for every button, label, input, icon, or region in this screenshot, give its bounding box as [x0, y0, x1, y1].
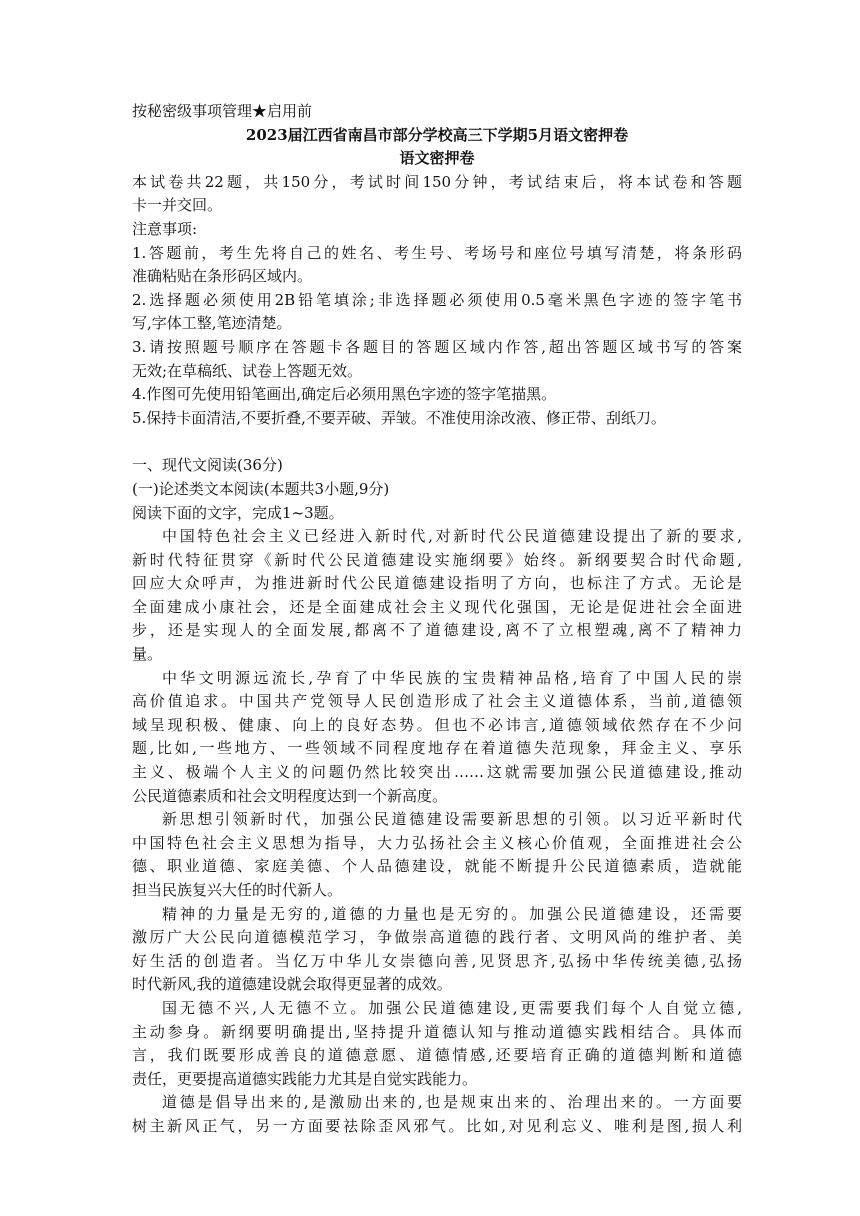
passage-line: 激厉广大公民向道德模范学习，争做崇高道德的践行者、文明风尚的维护者、美 — [132, 928, 742, 947]
exam-title: 2023届江西省南昌市部分学校高三下学期5月语文密押卷 — [245, 125, 629, 144]
passage-line: 时代新风,我的道德建设就会取得更显著的成效。 — [132, 975, 452, 994]
section-subtitle: (一)论述类文本阅读(本题共3小题,9分) — [132, 479, 390, 498]
passage-line: 题,比如,一些地方、一些领域不同程度地存在着道德失范现象，拜金主义、享乐 — [132, 739, 742, 758]
note-line: 3.请按照题号顺序在答题卡各题目的答题区域内作答,超出答题区域书写的答案 — [132, 337, 742, 356]
passage-line: 责任，更要提高道德实践能力尤其是自觉实践能力。 — [132, 1069, 478, 1088]
passage-line: 道德是倡导出来的,是激励出来的,也是规束出来的、治理出来的。一方面要 — [162, 1093, 742, 1112]
passage-line: 树主新风正气，另一方面要祛除歪风邪气。比如,对见利忘义、唯利是图,损人利 — [132, 1116, 742, 1135]
passage-line: 精神的力量是无穷的,道德的力量也是无穷的。加强公民道德建设，还需要 — [162, 904, 742, 923]
section-title: 一、现代文阅读(36分) — [132, 456, 283, 475]
intro-line: 卡一并交回。 — [132, 196, 223, 215]
passage-line: 主动参身。新纲要明确提出,坚持提升道德认知与推动道德实践相结合。具体而 — [132, 1022, 742, 1041]
passage-line: 德、职业道德、家庭美德、个人品德建设，就能不断提升公民道德素质，造就能 — [132, 857, 742, 876]
passage-line: 国无德不兴,人无德不立。加强公民道德建设,更需要我们每个人自觉立德, — [162, 998, 742, 1017]
exam-page — [132, 100, 742, 1139]
exam-subtitle: 语文密押卷 — [399, 149, 475, 168]
passage-line: 言，我们既要形成善良的道德意愿、道德情感,还要培育正确的道德判断和道德 — [132, 1046, 742, 1065]
note-line: 4.作图可先使用铅笔画出,确定后必须用黑色字迹的签字笔描黑。 — [132, 385, 557, 404]
passage-line: 全面建成小康社会，还是全面建成社会主义现代化强国，无论是促进社会全面进 — [132, 597, 742, 616]
notes-title: 注意事项: — [132, 219, 198, 238]
passage-line: 新时代特征贯穿《新时代公民道德建设实施纲要》始终。新纲要契合时代命题, — [132, 550, 742, 569]
section-instruction: 阅读下面的文字，完成1~3题。 — [132, 503, 344, 522]
note-line: 2.选择题必须使用2B铅笔填涂;非选择题必须使用0.5毫米黑色字迹的签字笔书 — [132, 290, 742, 309]
note-line: 写,字体工整,笔迹清楚。 — [132, 314, 292, 333]
passage-line: 高价值追求。中国共产党领导人民创造形成了社会主义道德体系，当前,道德领 — [132, 692, 742, 711]
passage-line: 好生活的创造者。当亿万中华儿女崇德向善,见贤思齐,弘扬中华传统美德,弘扬 — [132, 951, 742, 970]
passage-line: 中华文明源远流长,孕育了中华民族的宝贵精神品格,培育了中国人民的崇 — [162, 668, 742, 687]
passage-line: 主义、极端个人主义的问题仍然比较突出……这就需要加强公民道德建设,推动 — [132, 763, 742, 782]
passage-line: 域呈现积极、健康、向上的良好态势。但也不必讳言,道德领域依然存在不少问 — [132, 715, 742, 734]
passage-line: 公民道德素质和社会文明程度达到一个新高度。 — [132, 786, 448, 805]
passage-line: 新思想引领新时代，加强公民道德建设需要新思想的引领。以习近平新时代 — [162, 810, 742, 829]
note-line: 1.答题前，考生先将自己的姓名、考生号、考场号和座位号填写清楚，将条形码 — [132, 243, 742, 262]
passage-line: 回应大众呼声，为推进新时代公民道德建设指明了方向，也标注了方式。无论是 — [132, 574, 742, 593]
passage-line: 步，还是实现人的全面发展,都离不了道德建设,离不了立根塑魂,离不了精神力 — [132, 621, 742, 640]
passage-line: 中国特色社会主义思想为指导，大力弘扬社会主义核心价值观，全面推进社会公 — [132, 833, 742, 852]
passage-line: 担当民族复兴大任的时代新人。 — [132, 881, 343, 899]
note-line: 无效;在草稿纸、试卷上答题无效。 — [132, 361, 363, 380]
intro-line: 本试卷共22题，共150分，考试时间150分钟，考试结束后，将本试卷和答题 — [132, 172, 742, 191]
secret-label: 按秘密级事项管理★启用前 — [132, 102, 313, 120]
passage-line: 中国特色社会主义已经进入新时代,对新时代公民道德建设提出了新的要求, — [162, 527, 742, 546]
note-line: 准确粘贴在条形码区域内。 — [132, 267, 313, 286]
note-line: 5.保持卡面清洁,不要折叠,不要弄破、弄皱。不准使用涂改液、修正带、刮纸刀。 — [132, 408, 666, 427]
passage-line: 量。 — [132, 645, 163, 664]
